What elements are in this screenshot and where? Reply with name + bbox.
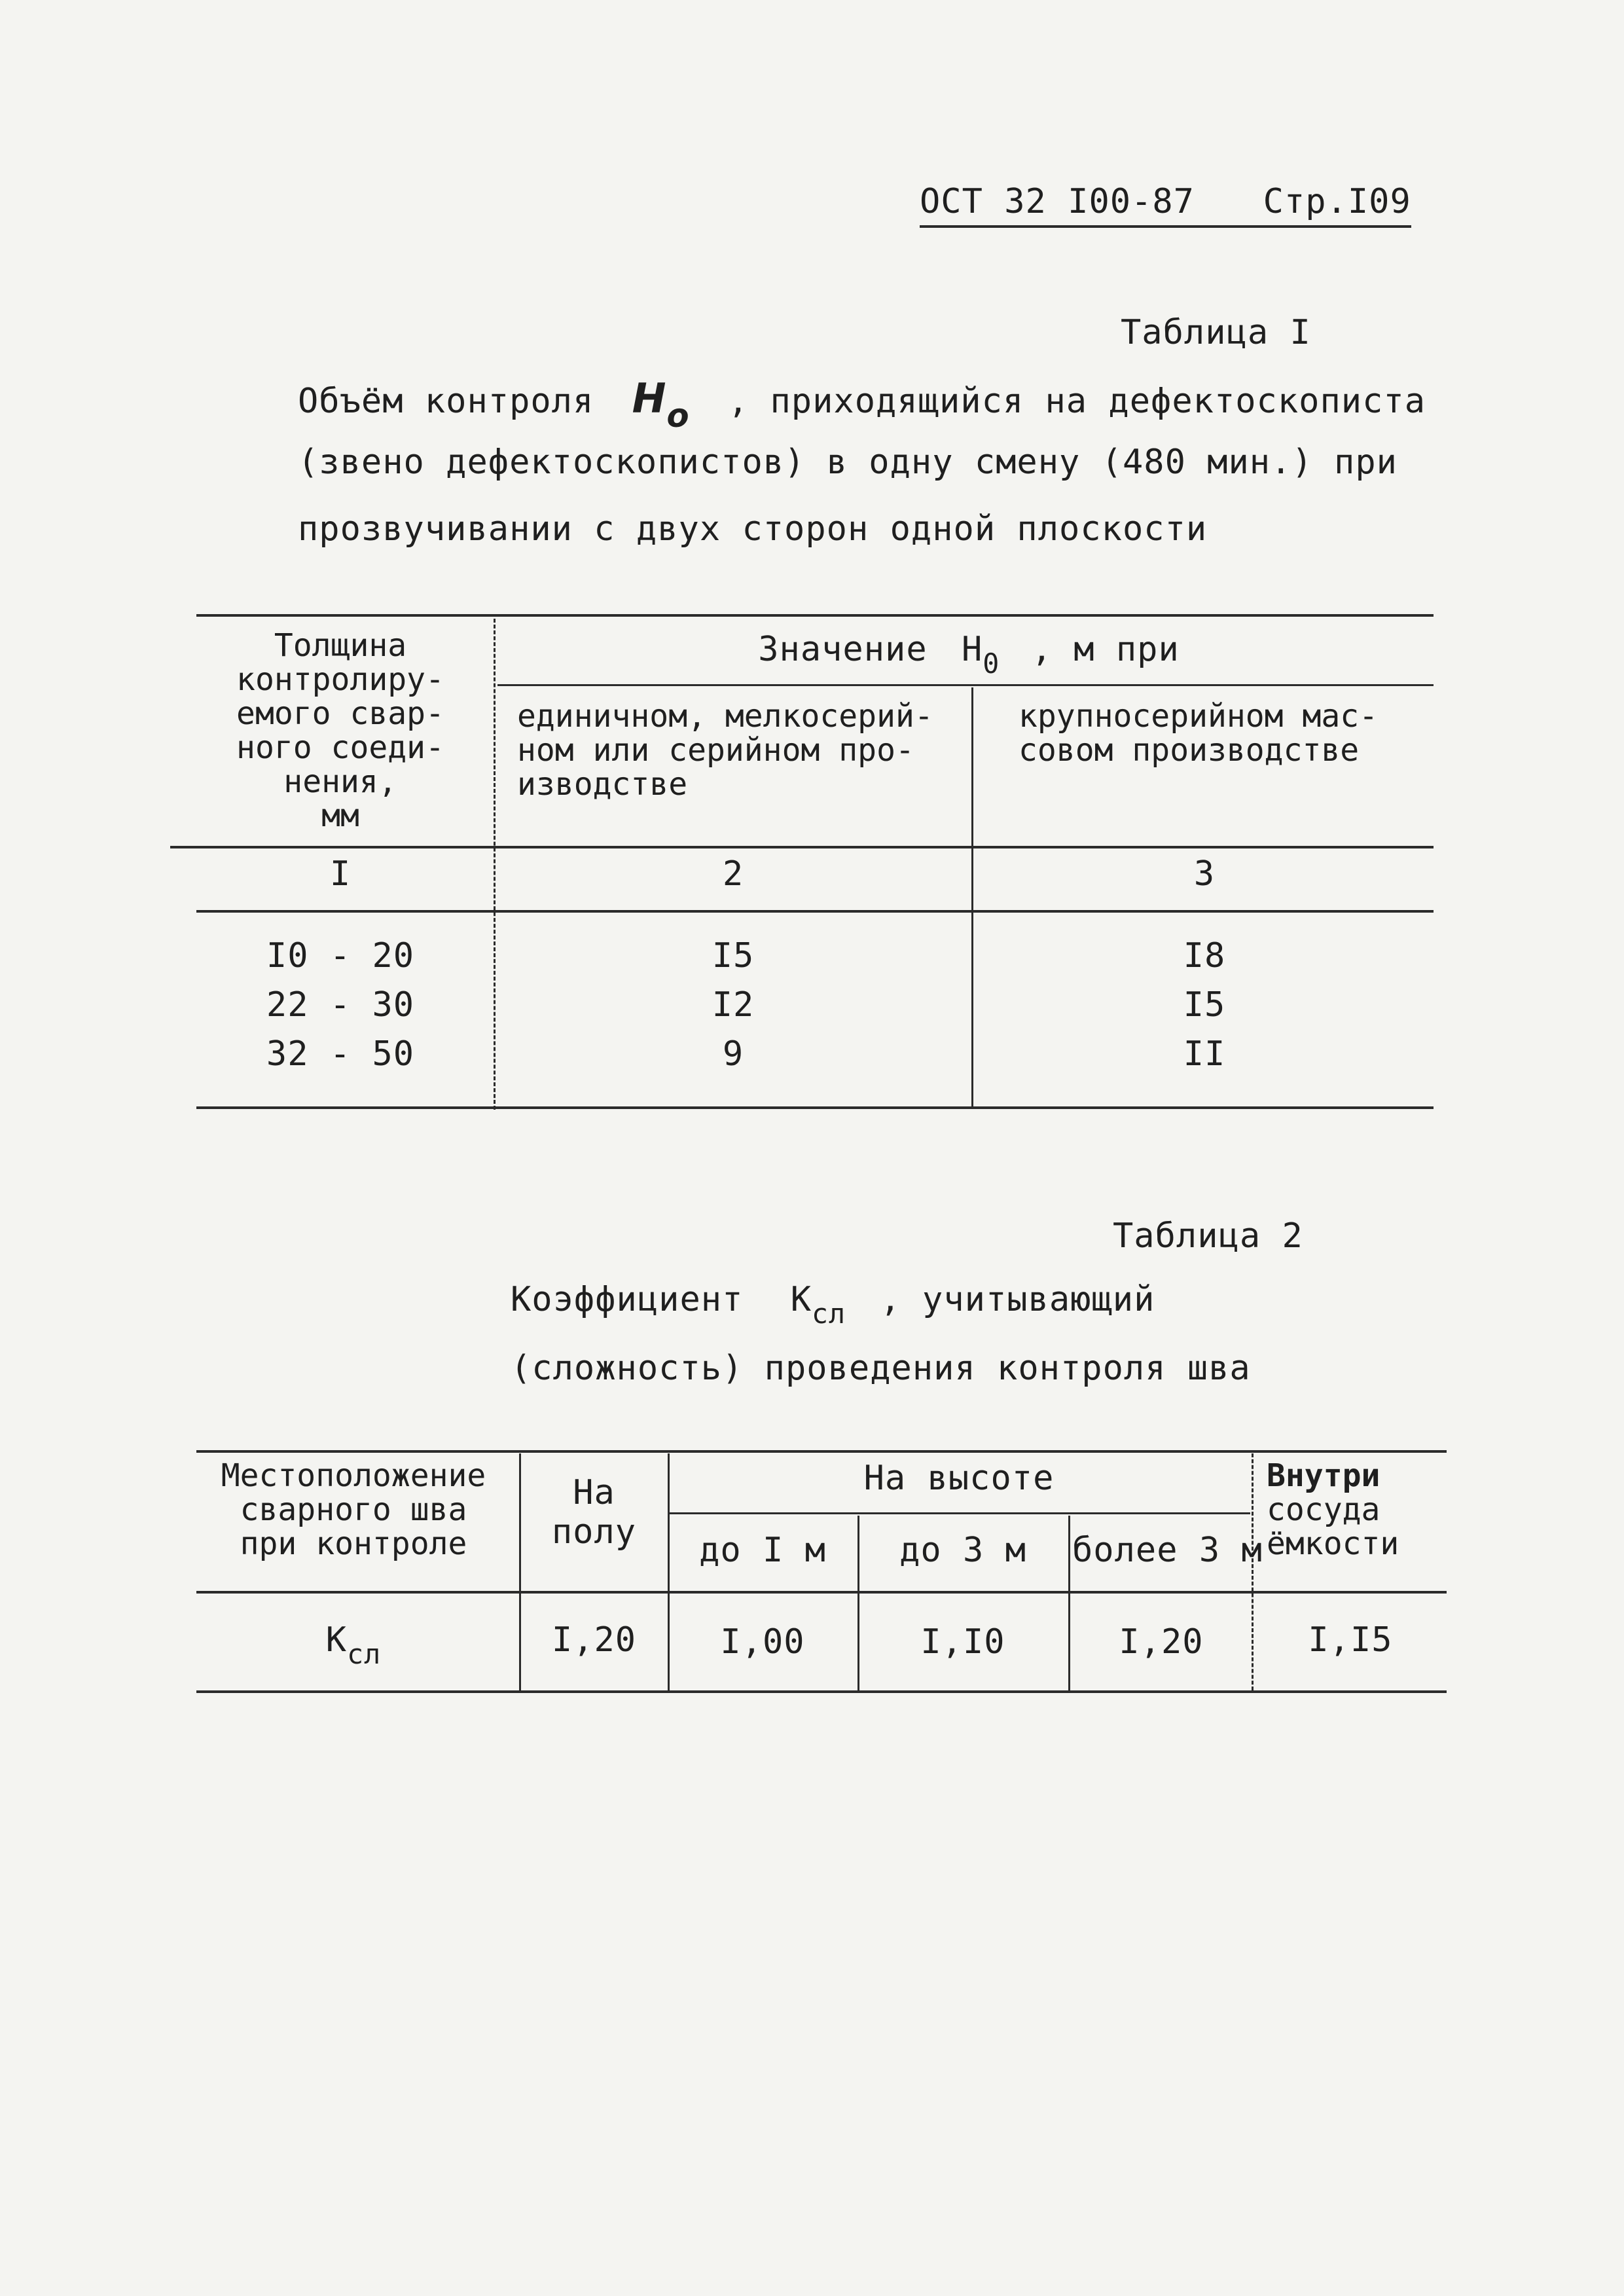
caption-prefix: Объём контроля <box>298 382 594 421</box>
table2-caption-line2: (сложность) проведения контроля шва <box>511 1349 1251 1388</box>
location-line: сварного шва <box>240 1491 467 1528</box>
inside-line: Внутри <box>1267 1457 1380 1494</box>
table2-top-rule <box>196 1450 1447 1453</box>
table1-divider-1 <box>494 619 496 1110</box>
table1-group-header <box>511 630 1427 680</box>
location-line: при контроле <box>240 1525 467 1562</box>
table1-num-1: I <box>329 854 352 894</box>
inside-line: ёмкости <box>1267 1525 1399 1562</box>
col1-line: емого свар- <box>236 695 444 732</box>
table1-row2-single: I2 <box>712 985 755 1025</box>
table1-caption-line3: прозвучивании с двух сторон одной плоскости <box>298 509 1208 549</box>
table1-label: Таблица I <box>1121 313 1311 352</box>
table1-row2-thickness: 22 - 30 <box>266 985 415 1025</box>
table1-row1-mass: I8 <box>1183 936 1226 975</box>
table2-row-h1: I,00 <box>720 1622 805 1662</box>
table1-numbering-rule <box>196 910 1434 913</box>
col1-line: мм <box>321 797 359 834</box>
h0-letter: H <box>632 374 667 422</box>
table2-group-rule <box>668 1512 1250 1514</box>
h-letter: H <box>961 630 983 669</box>
inside-line: сосуда <box>1267 1491 1380 1528</box>
table2-location-header <box>196 1459 511 1561</box>
location-line: Местоположение <box>221 1457 486 1494</box>
h-subscript: 0 <box>983 647 1000 680</box>
col2-line: единичном, мелкосерий- <box>517 698 933 735</box>
table1-row1-single: I5 <box>712 936 755 975</box>
table2-row-label <box>196 1620 511 1670</box>
table2-divider-2 <box>668 1453 670 1690</box>
h0-symbol-header <box>961 630 1000 680</box>
table1-top-rule <box>196 614 1434 617</box>
table1-num-2: 2 <box>722 854 744 894</box>
table2-row-floor: I,20 <box>551 1620 637 1660</box>
table1-row3-mass: II <box>1183 1034 1226 1074</box>
col2-line: изводстве <box>517 766 688 803</box>
table1-row2-mass: I5 <box>1183 985 1226 1025</box>
col1-line: контролиру- <box>236 661 444 698</box>
caption-prefix: Коэффициент <box>511 1280 744 1319</box>
col3-line: крупносерийном мас- <box>1019 698 1379 735</box>
document-header <box>920 182 1411 228</box>
table1-caption-line1 <box>298 374 1426 435</box>
table2-divider-4 <box>1068 1516 1070 1690</box>
table1-row3-single: 9 <box>722 1034 744 1074</box>
table1-group-rule <box>497 684 1434 686</box>
table1-col1-header <box>196 629 484 833</box>
table2-divider-3 <box>857 1516 859 1690</box>
page-reference: Стр.I09 <box>1263 182 1411 221</box>
col3-line: совом производстве <box>1019 732 1360 769</box>
table1-divider-2 <box>971 687 973 1106</box>
group-prefix: Значение <box>758 630 928 669</box>
k-subscript: сл <box>812 1297 846 1330</box>
table1-col2-header <box>517 699 933 801</box>
col2-line: ном или серийном про- <box>517 732 914 769</box>
floor-line: полу <box>551 1512 637 1552</box>
table1-row1-thickness: I0 - 20 <box>266 936 415 975</box>
h0-subscript: o <box>666 397 690 435</box>
table2-divider-1 <box>519 1453 521 1690</box>
table2-bottom-rule <box>196 1690 1447 1693</box>
table2-h1-header: до I м <box>699 1531 826 1570</box>
table2-label: Таблица 2 <box>1113 1216 1303 1256</box>
table2-floor-header <box>524 1473 664 1552</box>
k-subscript: сл <box>347 1637 382 1670</box>
table2-h2-header: до 3 м <box>899 1531 1026 1570</box>
caption-suffix: , учитывающий <box>880 1280 1155 1319</box>
kcl-symbol <box>790 1280 846 1330</box>
col1-line: ного соеди- <box>236 729 444 766</box>
k-letter: К <box>325 1620 348 1660</box>
table2-header-bottom-rule <box>196 1591 1447 1594</box>
group-suffix: , м при <box>1031 630 1180 669</box>
table2-row-h3: I,20 <box>1119 1622 1204 1662</box>
table1-bottom-rule <box>196 1106 1434 1109</box>
table1-caption-line2: (звено дефектоскопистов) в одну смену (480 мин.) при <box>298 443 1398 482</box>
table2-row-inside: I,I5 <box>1308 1620 1393 1660</box>
table1-row3-thickness: 32 - 50 <box>266 1034 415 1074</box>
col1-line: Толщина <box>274 627 407 664</box>
k-letter: К <box>790 1280 812 1319</box>
floor-line: На <box>573 1473 615 1512</box>
table1-num-3: 3 <box>1193 854 1216 894</box>
table2-h3-header: более 3 м <box>1072 1531 1263 1570</box>
table1-header-bottom-rule <box>170 846 1434 848</box>
caption-suffix: , приходящийся на дефектоскописта <box>727 382 1426 421</box>
table2-height-group-header: На высоте <box>863 1459 1055 1498</box>
table1-col3-header <box>1019 699 1378 767</box>
doc-reference: ОСТ 32 I00-87 <box>920 182 1195 221</box>
table2-caption-line1 <box>511 1280 1155 1330</box>
table2-row-h2: I,I0 <box>920 1622 1005 1662</box>
table2-inside-header <box>1267 1459 1399 1561</box>
table2-divider-5 <box>1252 1453 1254 1690</box>
h0-symbol <box>632 374 690 435</box>
col1-line: нения, <box>283 763 397 800</box>
